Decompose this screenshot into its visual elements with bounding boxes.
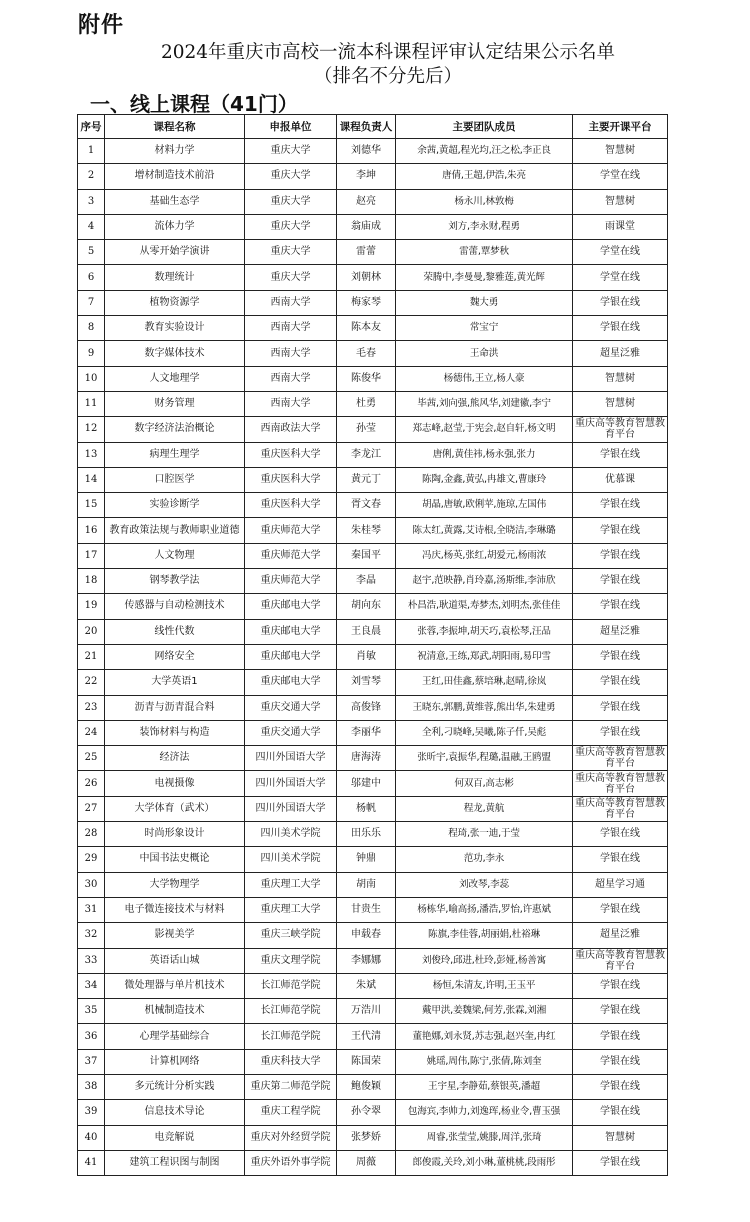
institution: 重庆理工大学 <box>245 872 337 897</box>
section-heading: 一、线上课程（41门） <box>90 92 298 116</box>
platform: 雨课堂 <box>573 214 668 239</box>
institution: 重庆外语外事学院 <box>245 1150 337 1175</box>
team-members: 魏大勇 <box>396 290 573 315</box>
course-lead: 唐海涛 <box>337 746 396 771</box>
team-members: 王宇星,李静茹,蔡银英,潘超 <box>396 1074 573 1099</box>
course-lead: 李丽华 <box>337 720 396 745</box>
team-members: 何双百,高志彬 <box>396 771 573 796</box>
course-name: 植物资源学 <box>105 290 245 315</box>
institution: 重庆邮电大学 <box>245 644 337 669</box>
platform: 学银在线 <box>573 897 668 922</box>
team-members: 王命洪 <box>396 341 573 366</box>
team-members: 范功,李永 <box>396 847 573 872</box>
platform: 学银在线 <box>573 847 668 872</box>
course-name: 英语话山城 <box>105 948 245 973</box>
row-index: 6 <box>78 265 105 290</box>
platform: 学银在线 <box>573 670 668 695</box>
platform: 重庆高等教育智慧教育平台 <box>573 796 668 821</box>
table-row <box>78 1049 668 1074</box>
team-members: 周睿,张莹莹,姚滕,周洋,张琦 <box>396 1125 573 1150</box>
table-row <box>78 543 668 568</box>
course-name: 基础生态学 <box>105 189 245 214</box>
row-index: 22 <box>78 670 105 695</box>
platform: 学银在线 <box>573 999 668 1024</box>
course-name: 中国书法史概论 <box>105 847 245 872</box>
row-index: 41 <box>78 1150 105 1175</box>
institution: 重庆大学 <box>245 240 337 265</box>
course-lead: 刘朝林 <box>337 265 396 290</box>
course-name: 信息技术导论 <box>105 1100 245 1125</box>
table-row <box>78 771 668 796</box>
course-name: 微处理器与单片机技术 <box>105 973 245 998</box>
team-members: 毕茜,刘向强,熊风华,刘建徽,李宁 <box>396 391 573 416</box>
course-name: 心理学基础综合 <box>105 1024 245 1049</box>
course-name: 装饰材料与构造 <box>105 720 245 745</box>
institution: 重庆第二师范学院 <box>245 1074 337 1099</box>
table-row <box>78 720 668 745</box>
row-index: 34 <box>78 973 105 998</box>
row-index: 30 <box>78 872 105 897</box>
platform: 学银在线 <box>573 442 668 467</box>
platform: 重庆高等教育智慧教育平台 <box>573 746 668 771</box>
team-members: 董艳娜,刘永贤,苏志强,赵兴奎,冉红 <box>396 1024 573 1049</box>
course-name: 流体力学 <box>105 214 245 239</box>
platform: 重庆高等教育智慧教育平台 <box>573 417 668 442</box>
document-title: 2024年重庆市高校一流本科课程评审认定结果公示名单 <box>160 42 616 63</box>
row-index: 8 <box>78 316 105 341</box>
course-name: 多元统计分析实践 <box>105 1074 245 1099</box>
table-row <box>78 1074 668 1099</box>
platform: 学银在线 <box>573 1049 668 1074</box>
row-index: 17 <box>78 543 105 568</box>
row-index: 38 <box>78 1074 105 1099</box>
row-index: 9 <box>78 341 105 366</box>
course-lead: 孙令翠 <box>337 1100 396 1125</box>
course-lead: 李娜娜 <box>337 948 396 973</box>
course-name: 电视摄像 <box>105 771 245 796</box>
table-row <box>78 644 668 669</box>
table-row <box>78 316 668 341</box>
table-row <box>78 847 668 872</box>
course-name: 建筑工程识图与制图 <box>105 1150 245 1175</box>
row-index: 32 <box>78 923 105 948</box>
platform: 优慕课 <box>573 467 668 492</box>
team-members: 郑志峰,赵莹,于宪会,赵自轩,杨文明 <box>396 417 573 442</box>
institution: 四川外国语大学 <box>245 771 337 796</box>
platform: 超星泛雅 <box>573 619 668 644</box>
header-course-lead: 课程负责人 <box>337 115 396 139</box>
course-name: 人文物理 <box>105 543 245 568</box>
course-lead: 黄元丁 <box>337 467 396 492</box>
institution: 重庆文理学院 <box>245 948 337 973</box>
table-row <box>78 189 668 214</box>
platform: 学银在线 <box>573 1074 668 1099</box>
course-lead: 胥文春 <box>337 493 396 518</box>
row-index: 23 <box>78 695 105 720</box>
course-name: 病理生理学 <box>105 442 245 467</box>
platform: 智慧树 <box>573 391 668 416</box>
row-index: 40 <box>78 1125 105 1150</box>
table-row <box>78 999 668 1024</box>
platform: 智慧树 <box>573 139 668 164</box>
team-members: 杨德伟,王立,杨人豪 <box>396 366 573 391</box>
table-row <box>78 290 668 315</box>
course-table <box>77 114 668 1176</box>
course-lead: 高俊锋 <box>337 695 396 720</box>
table-row <box>78 139 668 164</box>
institution: 西南大学 <box>245 391 337 416</box>
course-lead: 刘德华 <box>337 139 396 164</box>
institution: 重庆师范大学 <box>245 569 337 594</box>
team-members: 陈太红,黄露,艾诗根,全晓洁,李琳璐 <box>396 518 573 543</box>
row-index: 20 <box>78 619 105 644</box>
header-institution: 申报单位 <box>245 115 337 139</box>
course-name: 沥青与沥青混合料 <box>105 695 245 720</box>
team-members: 刘改琴,李蕊 <box>396 872 573 897</box>
course-lead: 朱桂琴 <box>337 518 396 543</box>
table-row <box>78 670 668 695</box>
table-row <box>78 240 668 265</box>
team-members: 胡晶,唐敏,欧俐苹,施琼,左国伟 <box>396 493 573 518</box>
course-lead: 王代清 <box>337 1024 396 1049</box>
course-name: 电竞解说 <box>105 1125 245 1150</box>
course-lead: 翁庙成 <box>337 214 396 239</box>
table-header-row <box>78 115 668 139</box>
table-row <box>78 391 668 416</box>
course-name: 大学物理学 <box>105 872 245 897</box>
course-lead: 申载春 <box>337 923 396 948</box>
platform: 超星学习通 <box>573 872 668 897</box>
institution: 西南大学 <box>245 316 337 341</box>
course-name: 口腔医学 <box>105 467 245 492</box>
row-index: 31 <box>78 897 105 922</box>
course-lead: 陈俊华 <box>337 366 396 391</box>
institution: 重庆医科大学 <box>245 493 337 518</box>
course-name: 数理统计 <box>105 265 245 290</box>
row-index: 13 <box>78 442 105 467</box>
institution: 重庆工程学院 <box>245 1100 337 1125</box>
row-index: 2 <box>78 164 105 189</box>
course-lead: 陈本友 <box>337 316 396 341</box>
course-lead: 田乐乐 <box>337 822 396 847</box>
institution: 重庆师范大学 <box>245 543 337 568</box>
course-lead: 朱斌 <box>337 973 396 998</box>
institution: 西南大学 <box>245 366 337 391</box>
table-row <box>78 872 668 897</box>
team-members: 刘方,李永财,程勇 <box>396 214 573 239</box>
table-row <box>78 948 668 973</box>
platform: 学银在线 <box>573 316 668 341</box>
team-members: 唐倩,王超,伊浩,朱亮 <box>396 164 573 189</box>
platform: 重庆高等教育智慧教育平台 <box>573 771 668 796</box>
course-name: 数字经济法治概论 <box>105 417 245 442</box>
platform: 学银在线 <box>573 518 668 543</box>
course-name: 经济法 <box>105 746 245 771</box>
table-row <box>78 467 668 492</box>
platform: 学银在线 <box>573 695 668 720</box>
team-members: 程琦,张一迪,于莹 <box>396 822 573 847</box>
table-row <box>78 1125 668 1150</box>
header-team-members: 主要团队成员 <box>396 115 573 139</box>
team-members: 姚瑶,周伟,陈宁,张倩,陈刘奎 <box>396 1049 573 1074</box>
course-lead: 刘雪琴 <box>337 670 396 695</box>
institution: 重庆三峡学院 <box>245 923 337 948</box>
table-row <box>78 214 668 239</box>
course-lead: 甘贵生 <box>337 897 396 922</box>
course-name: 数字媒体技术 <box>105 341 245 366</box>
row-index: 12 <box>78 417 105 442</box>
table-row <box>78 973 668 998</box>
course-lead: 秦国平 <box>337 543 396 568</box>
course-lead: 李晶 <box>337 569 396 594</box>
row-index: 16 <box>78 518 105 543</box>
course-lead: 雷蕾 <box>337 240 396 265</box>
platform: 学银在线 <box>573 720 668 745</box>
team-members: 唐俐,黄佳祎,杨永强,张力 <box>396 442 573 467</box>
course-lead: 张梦娇 <box>337 1125 396 1150</box>
course-lead: 胡南 <box>337 872 396 897</box>
table-row <box>78 341 668 366</box>
institution: 四川外国语大学 <box>245 796 337 821</box>
institution: 重庆大学 <box>245 164 337 189</box>
institution: 长江师范学院 <box>245 973 337 998</box>
platform: 学银在线 <box>573 290 668 315</box>
institution: 重庆科技大学 <box>245 1049 337 1074</box>
team-members: 王红,田佳鑫,蔡培琳,赵晴,徐岚 <box>396 670 573 695</box>
team-members: 杨栋华,喻高扬,潘浩,罗怡,许惠斌 <box>396 897 573 922</box>
institution: 四川外国语大学 <box>245 746 337 771</box>
course-lead: 钟鼎 <box>337 847 396 872</box>
course-name: 大学英语1 <box>105 670 245 695</box>
platform: 智慧树 <box>573 366 668 391</box>
header-course-name: 课程名称 <box>105 115 245 139</box>
row-index: 29 <box>78 847 105 872</box>
course-name: 时尚形象设计 <box>105 822 245 847</box>
institution: 重庆大学 <box>245 189 337 214</box>
team-members: 包海宾,李帅力,刘逸珲,杨业令,曹玉强 <box>396 1100 573 1125</box>
course-name: 财务管理 <box>105 391 245 416</box>
header-platform: 主要开课平台 <box>573 115 668 139</box>
row-index: 27 <box>78 796 105 821</box>
row-index: 10 <box>78 366 105 391</box>
platform: 学银在线 <box>573 543 668 568</box>
team-members: 刘俊玲,邱进,杜玲,彭娅,杨善寓 <box>396 948 573 973</box>
course-lead: 孙莹 <box>337 417 396 442</box>
course-name: 教育实验设计 <box>105 316 245 341</box>
institution: 重庆邮电大学 <box>245 619 337 644</box>
course-name: 大学体育（武术） <box>105 796 245 821</box>
course-lead: 梅家琴 <box>337 290 396 315</box>
institution: 重庆医科大学 <box>245 442 337 467</box>
table-row <box>78 796 668 821</box>
institution: 重庆邮电大学 <box>245 670 337 695</box>
team-members: 陈旗,李佳蓉,胡丽娟,杜裕琳 <box>396 923 573 948</box>
table-row <box>78 923 668 948</box>
institution: 四川美术学院 <box>245 822 337 847</box>
platform: 智慧树 <box>573 189 668 214</box>
team-members: 赵宇,范映静,肖玲嘉,汤斯维,李沛欣 <box>396 569 573 594</box>
platform: 超星泛雅 <box>573 923 668 948</box>
platform: 学堂在线 <box>573 240 668 265</box>
course-name: 从零开始学演讲 <box>105 240 245 265</box>
platform: 学银在线 <box>573 1024 668 1049</box>
attachment-label: 附件 <box>78 13 125 38</box>
team-members: 全利,刁晓峰,吴曦,陈子仟,吴彪 <box>396 720 573 745</box>
table-row <box>78 265 668 290</box>
row-index: 35 <box>78 999 105 1024</box>
team-members: 杨恒,朱清友,许明,王玉平 <box>396 973 573 998</box>
course-name: 电子微连接技术与材料 <box>105 897 245 922</box>
course-name: 传感器与自动检测技术 <box>105 594 245 619</box>
course-lead: 胡向东 <box>337 594 396 619</box>
team-members: 朴昌浩,耿道渠,寿梦杰,刘明杰,张佳佳 <box>396 594 573 619</box>
institution: 四川美术学院 <box>245 847 337 872</box>
row-index: 37 <box>78 1049 105 1074</box>
institution: 西南大学 <box>245 341 337 366</box>
table-row <box>78 695 668 720</box>
course-name: 增材制造技术前沿 <box>105 164 245 189</box>
course-name: 机械制造技术 <box>105 999 245 1024</box>
team-members: 戴甲洪,姜魏梁,何芳,张霖,刘湘 <box>396 999 573 1024</box>
platform: 学银在线 <box>573 644 668 669</box>
course-lead: 鲍俊颖 <box>337 1074 396 1099</box>
row-index: 14 <box>78 467 105 492</box>
course-lead: 杨帆 <box>337 796 396 821</box>
team-members: 常宝宁 <box>396 316 573 341</box>
institution: 重庆交通大学 <box>245 720 337 745</box>
team-members: 程龙,黄航 <box>396 796 573 821</box>
row-index: 3 <box>78 189 105 214</box>
course-lead: 邬建中 <box>337 771 396 796</box>
platform: 学银在线 <box>573 493 668 518</box>
course-lead: 肖敏 <box>337 644 396 669</box>
table-row <box>78 518 668 543</box>
course-name: 网络安全 <box>105 644 245 669</box>
row-index: 1 <box>78 139 105 164</box>
institution: 西南政法大学 <box>245 417 337 442</box>
course-name: 影视美学 <box>105 923 245 948</box>
course-name: 线性代数 <box>105 619 245 644</box>
course-name: 实验诊断学 <box>105 493 245 518</box>
header-index: 序号 <box>78 115 105 139</box>
row-index: 7 <box>78 290 105 315</box>
row-index: 15 <box>78 493 105 518</box>
table-row <box>78 594 668 619</box>
institution: 重庆理工大学 <box>245 897 337 922</box>
team-members: 郎俊霞,关玲,刘小琳,董桃桃,段雨彤 <box>396 1150 573 1175</box>
course-lead: 王良晨 <box>337 619 396 644</box>
course-name: 材料力学 <box>105 139 245 164</box>
platform: 学银在线 <box>573 1150 668 1175</box>
row-index: 4 <box>78 214 105 239</box>
course-name: 教育政策法规与教师职业道德 <box>105 518 245 543</box>
platform: 超星泛雅 <box>573 341 668 366</box>
institution: 西南大学 <box>245 290 337 315</box>
course-lead: 李龙江 <box>337 442 396 467</box>
row-index: 5 <box>78 240 105 265</box>
institution: 重庆大学 <box>245 139 337 164</box>
institution: 长江师范学院 <box>245 999 337 1024</box>
table-row <box>78 746 668 771</box>
institution: 重庆邮电大学 <box>245 594 337 619</box>
table-row <box>78 493 668 518</box>
course-lead: 杜勇 <box>337 391 396 416</box>
row-index: 26 <box>78 771 105 796</box>
institution: 重庆对外经贸学院 <box>245 1125 337 1150</box>
course-lead: 赵亮 <box>337 189 396 214</box>
institution: 重庆大学 <box>245 214 337 239</box>
team-members: 王晓东,郭鹏,黄维蓉,熊出华,朱建勇 <box>396 695 573 720</box>
institution: 重庆大学 <box>245 265 337 290</box>
row-index: 33 <box>78 948 105 973</box>
course-lead: 李坤 <box>337 164 396 189</box>
course-name: 钢琴教学法 <box>105 569 245 594</box>
table-row <box>78 1100 668 1125</box>
row-index: 11 <box>78 391 105 416</box>
team-members: 余茜,黄超,程光均,汪之松,李正良 <box>396 139 573 164</box>
document-subtitle: （排名不分先后） <box>313 66 462 87</box>
row-index: 28 <box>78 822 105 847</box>
row-index: 19 <box>78 594 105 619</box>
platform: 学银在线 <box>573 822 668 847</box>
row-index: 18 <box>78 569 105 594</box>
row-index: 24 <box>78 720 105 745</box>
team-members: 荣腾中,李曼曼,黎雅莲,黄光辉 <box>396 265 573 290</box>
course-lead: 陈国荣 <box>337 1049 396 1074</box>
platform: 智慧树 <box>573 1125 668 1150</box>
row-index: 36 <box>78 1024 105 1049</box>
institution: 重庆交通大学 <box>245 695 337 720</box>
platform: 学堂在线 <box>573 164 668 189</box>
table-row <box>78 569 668 594</box>
table-row <box>78 442 668 467</box>
platform: 学银在线 <box>573 569 668 594</box>
platform: 学堂在线 <box>573 265 668 290</box>
course-name: 人文地理学 <box>105 366 245 391</box>
team-members: 张蓉,李振坤,胡天巧,袁松琴,汪品 <box>396 619 573 644</box>
team-members: 杨永川,林敦梅 <box>396 189 573 214</box>
team-members: 陈陶,金鑫,黄弘,冉雄文,曹康玲 <box>396 467 573 492</box>
row-index: 39 <box>78 1100 105 1125</box>
course-lead: 周薇 <box>337 1150 396 1175</box>
institution: 重庆医科大学 <box>245 467 337 492</box>
table-row <box>78 1024 668 1049</box>
course-name: 计算机网络 <box>105 1049 245 1074</box>
team-members: 雷蕾,覃梦秋 <box>396 240 573 265</box>
platform: 学银在线 <box>573 1100 668 1125</box>
table-row <box>78 822 668 847</box>
institution: 长江师范学院 <box>245 1024 337 1049</box>
team-members: 张昕宇,袁振华,程璐,温融,王鸥盟 <box>396 746 573 771</box>
table-row <box>78 619 668 644</box>
row-index: 25 <box>78 746 105 771</box>
team-members: 冯庆,杨英,张红,胡爱元,杨雨浓 <box>396 543 573 568</box>
row-index: 21 <box>78 644 105 669</box>
course-lead: 万浩川 <box>337 999 396 1024</box>
course-lead: 毛春 <box>337 341 396 366</box>
table-row <box>78 897 668 922</box>
table-row <box>78 164 668 189</box>
table-row <box>78 1150 668 1175</box>
platform: 重庆高等教育智慧教育平台 <box>573 948 668 973</box>
platform: 学银在线 <box>573 973 668 998</box>
institution: 重庆师范大学 <box>245 518 337 543</box>
team-members: 祝清意,王练,郑武,胡阳雨,易印雪 <box>396 644 573 669</box>
platform: 学银在线 <box>573 594 668 619</box>
table-row <box>78 366 668 391</box>
table-row <box>78 417 668 442</box>
